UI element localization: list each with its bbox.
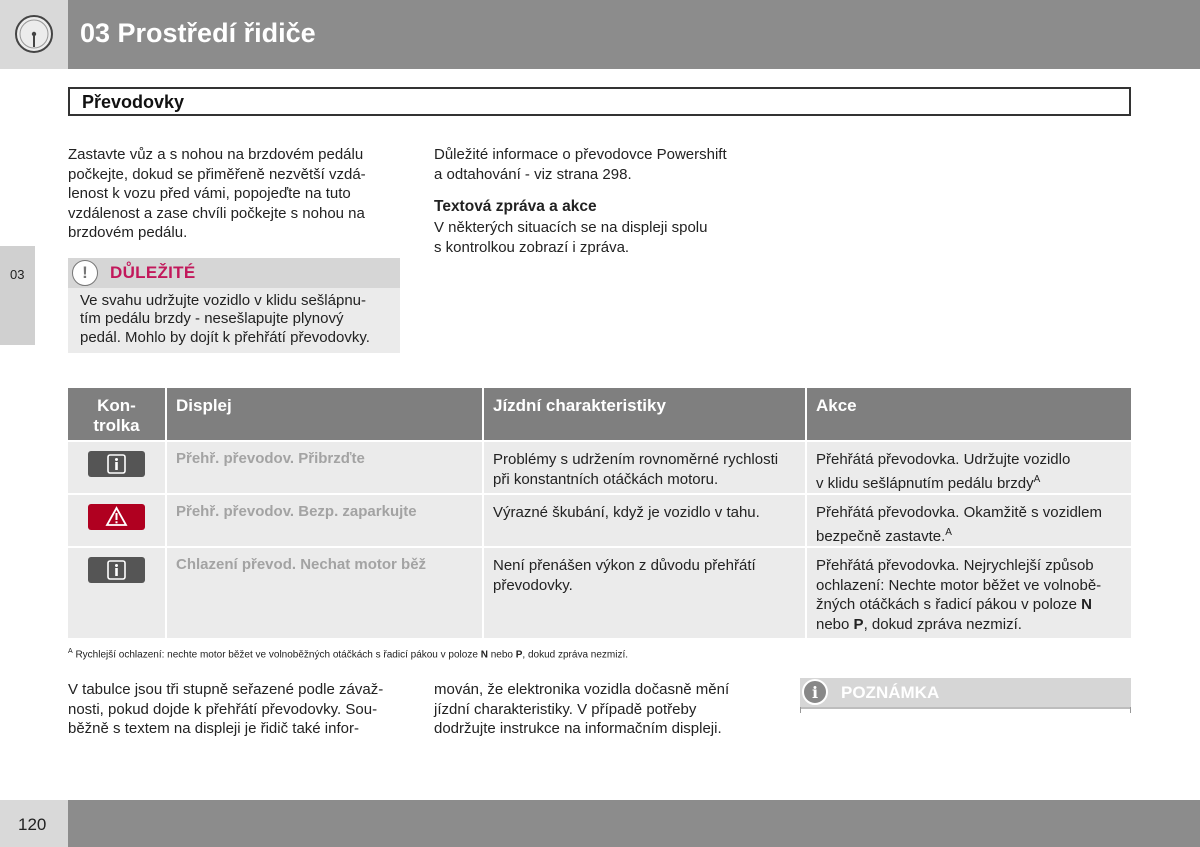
info-warning-icon: [88, 557, 145, 583]
th-driving: Jízdní charakteristiky: [493, 396, 666, 415]
table-footnote: $^A$ Rychlejší ochlazení: nechte motor běžet ve volnoběžných otáčkách s řadicí pákou v poloze N nebo P, dokud zpráva nezmizí.: [68, 648, 629, 661]
footer-bar: [68, 800, 1200, 847]
section-title: Převodovky: [82, 92, 185, 112]
text-line: pedál. Mohlo by dojít k přehřátí převodovky.: [80, 328, 370, 346]
text-line: lenost k vozu před vámi, popojeďte na tuto: [68, 185, 351, 202]
chapter-side-number: 03: [10, 267, 25, 282]
important-text: [80, 292, 370, 347]
note-title: POZNÁMKA: [841, 683, 940, 702]
text-line: V tabulce jsou tři stupně seřazené podle závaž-: [68, 681, 384, 698]
text-line: Důležité informace o převodovce Powershift: [434, 146, 727, 163]
hazard-triangle-icon: [88, 504, 145, 530]
text-line: vzdálenost a zase chvíli počkejte s nohou na: [68, 204, 365, 222]
display-message: Přehř. převodov. Bezp. zaparkujte: [176, 503, 417, 520]
th-control: Kon- trolka: [93, 396, 140, 435]
message-subheading: Textová zpráva a akce: [434, 198, 597, 215]
text-line: běžně s textem na displeji je řidič také infor-: [68, 720, 359, 737]
text-line: dodržujte instrukce na informačním displeji.: [434, 720, 722, 737]
text-line: s kontrolkou zobrazí i zpráva.: [434, 238, 630, 256]
text-line: počkejte, dokud se přiměřeně nezvětší vzdá-: [68, 165, 366, 183]
text-line: brzdovém pedálu.: [68, 224, 188, 241]
driving-description: Není přenášen výkon z důvodu přehřátí převodovky.: [493, 557, 756, 594]
gauge-icon: [14, 14, 54, 54]
text-line: Zastavte vůz a s nohou na brzdovém pedálu: [68, 146, 364, 163]
note-divider-tick: [800, 707, 801, 713]
driving-description: Problémy s udržením rovnoměrné rychlosti při konstantních otáčkách motoru.: [493, 451, 779, 488]
section-title-box: [68, 87, 1131, 116]
chapter-side-tab: [0, 246, 35, 345]
info-warning-icon: [88, 451, 145, 477]
info-paragraph: [434, 145, 727, 184]
note-divider-tick: [1130, 707, 1131, 713]
display-message: Přehř. převodov. Přibrzďte: [176, 450, 365, 467]
driving-description: Výrazné škubání, když je vozidlo v tahu.: [493, 504, 760, 521]
text-line: mován, že elektronika vozidla dočasně mění: [434, 681, 730, 698]
action-description: Přehřátá převodovka. Okamžitě s vozidlem bezpečně zastavte.$^A$: [816, 504, 1102, 545]
text-line: nosti, pokud dojde k přehřátí převodovky. Sou-: [68, 700, 378, 718]
bottom-paragraph-2: [434, 680, 729, 739]
exclamation-icon: !: [72, 260, 98, 286]
message-paragraph: [434, 218, 707, 257]
header-left-panel: [0, 0, 68, 69]
chapter-title: 03 Prostředí řidiče: [80, 18, 316, 48]
bottom-paragraph-1: [68, 680, 383, 739]
intro-paragraph: [68, 145, 366, 243]
text-line: tím pedálu brzdy - nesešlapujte plynový: [80, 310, 344, 328]
th-display: Displej: [176, 396, 232, 415]
text-line: V některých situacích se na displeji spolu: [434, 219, 708, 236]
important-title: DŮLEŽITÉ: [110, 263, 196, 282]
action-description: Přehřátá převodovka. Nejrychlejší způsob ochlazení: Nechte motor běžet ve volnobě- žných otáčkách s řadicí pákou v poloze N nebo P, dokud zpráva nezmizí.: [816, 557, 1102, 633]
th-action: Akce: [816, 396, 857, 415]
note-divider: [800, 707, 1131, 709]
info-icon: i: [802, 679, 828, 705]
text-line: Ve svahu udržujte vozidlo v klidu sešlápnu-: [80, 292, 366, 309]
action-description: Přehřátá převodovka. Udržujte vozidlo v klidu sešlápnutím pedálu brzdy$^A$: [816, 451, 1071, 492]
text-line: jízdní charakteristiky. V případě potřeby: [434, 700, 697, 718]
page-number: 120: [18, 815, 47, 834]
display-message: Chlazení převod. Nechat motor běž: [176, 556, 427, 573]
text-line: a odtahování - viz strana 298.: [434, 165, 632, 183]
